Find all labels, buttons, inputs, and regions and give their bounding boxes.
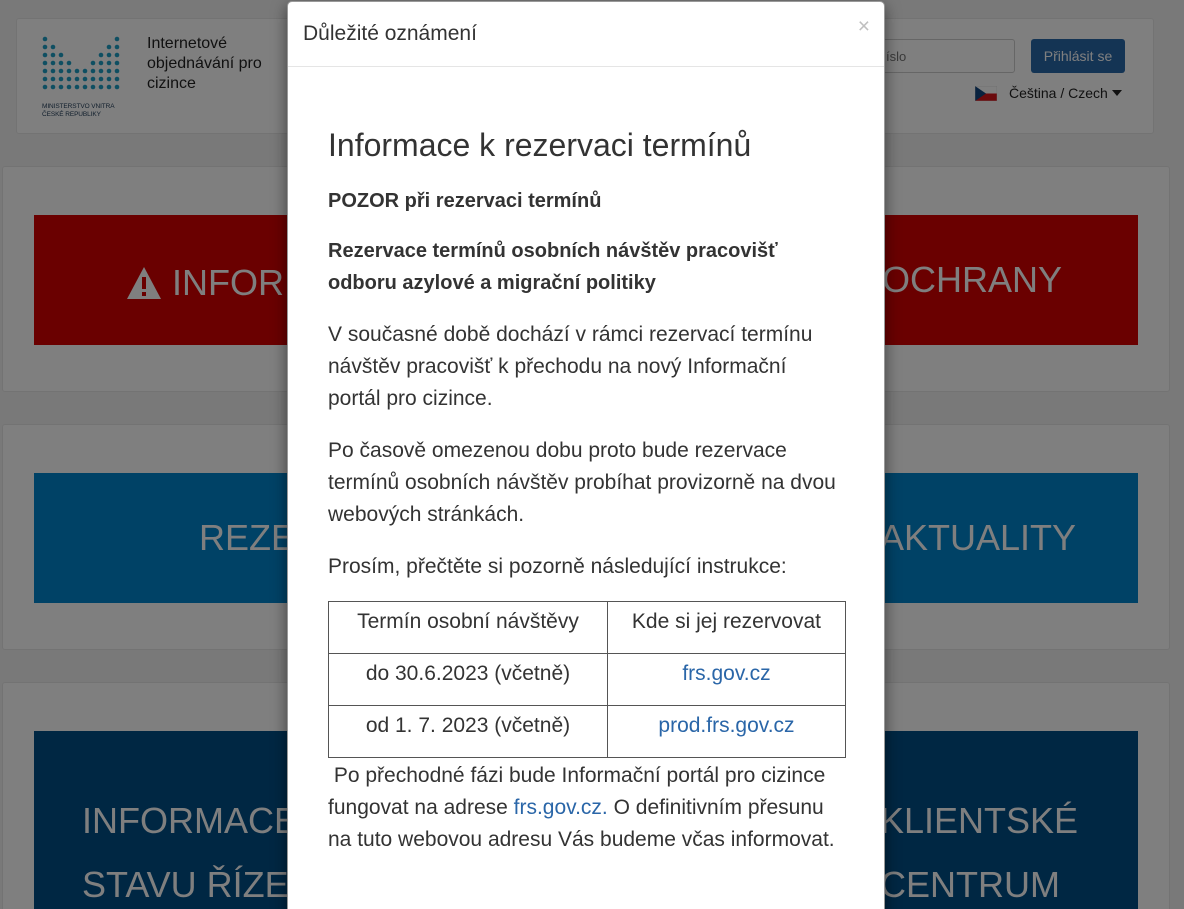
paragraph-4 bbox=[328, 760, 844, 856]
table-header-where: Kde si jej rezervovat bbox=[607, 602, 845, 654]
close-icon[interactable]: × bbox=[857, 15, 870, 38]
paragraph-4-before: Po přechodné fázi bude Informační portál pro cizince fungovat na adrese bbox=[328, 764, 832, 819]
frs-link[interactable]: frs.gov.cz bbox=[682, 662, 771, 685]
table-cell-date: od 1. 7. 2023 (včetně) bbox=[329, 706, 608, 758]
paragraph-2: Po časově omezenou dobu proto bude rezervace termínů osobních návštěv probíhat provizorně na dvou webových stránkách. bbox=[328, 439, 836, 526]
paragraph-1: V současné době dochází v rámci rezervací termínu návštěv pracovišť k přechodu na nový Informační portál pro cizince. bbox=[328, 323, 813, 410]
announcement-modal bbox=[287, 1, 885, 909]
table-row bbox=[329, 654, 846, 706]
table-row bbox=[329, 706, 846, 758]
content-heading: Informace k rezervaci termínů bbox=[328, 127, 752, 163]
reservation-table bbox=[328, 601, 846, 758]
table-cell-date: do 30.6.2023 (včetně) bbox=[329, 654, 608, 706]
modal-title: Důležité oznámení bbox=[303, 22, 477, 45]
warning-text: POZOR při rezervaci termínů bbox=[328, 190, 602, 212]
frs-inline-link[interactable]: frs.gov.cz. bbox=[513, 796, 608, 819]
paragraph-4-after: O definitivním přesunu na tuto webovou adresu Vás budeme včas informovat. bbox=[328, 796, 835, 851]
modal-body bbox=[288, 125, 884, 856]
modal-header bbox=[288, 2, 884, 67]
paragraph-3: Prosím, přečtěte si pozorně následující instrukce: bbox=[328, 555, 787, 578]
subheading-text: Rezervace termínů osobních návštěv pracovišť odboru azylové a migrační politiky bbox=[328, 240, 778, 294]
table-cell-site bbox=[607, 706, 845, 758]
table-header-visit-date: Termín osobní návštěvy bbox=[329, 602, 608, 654]
table-cell-site bbox=[607, 654, 845, 706]
prod-frs-link[interactable]: prod.frs.gov.cz bbox=[658, 714, 795, 737]
table-header-row bbox=[329, 602, 846, 654]
